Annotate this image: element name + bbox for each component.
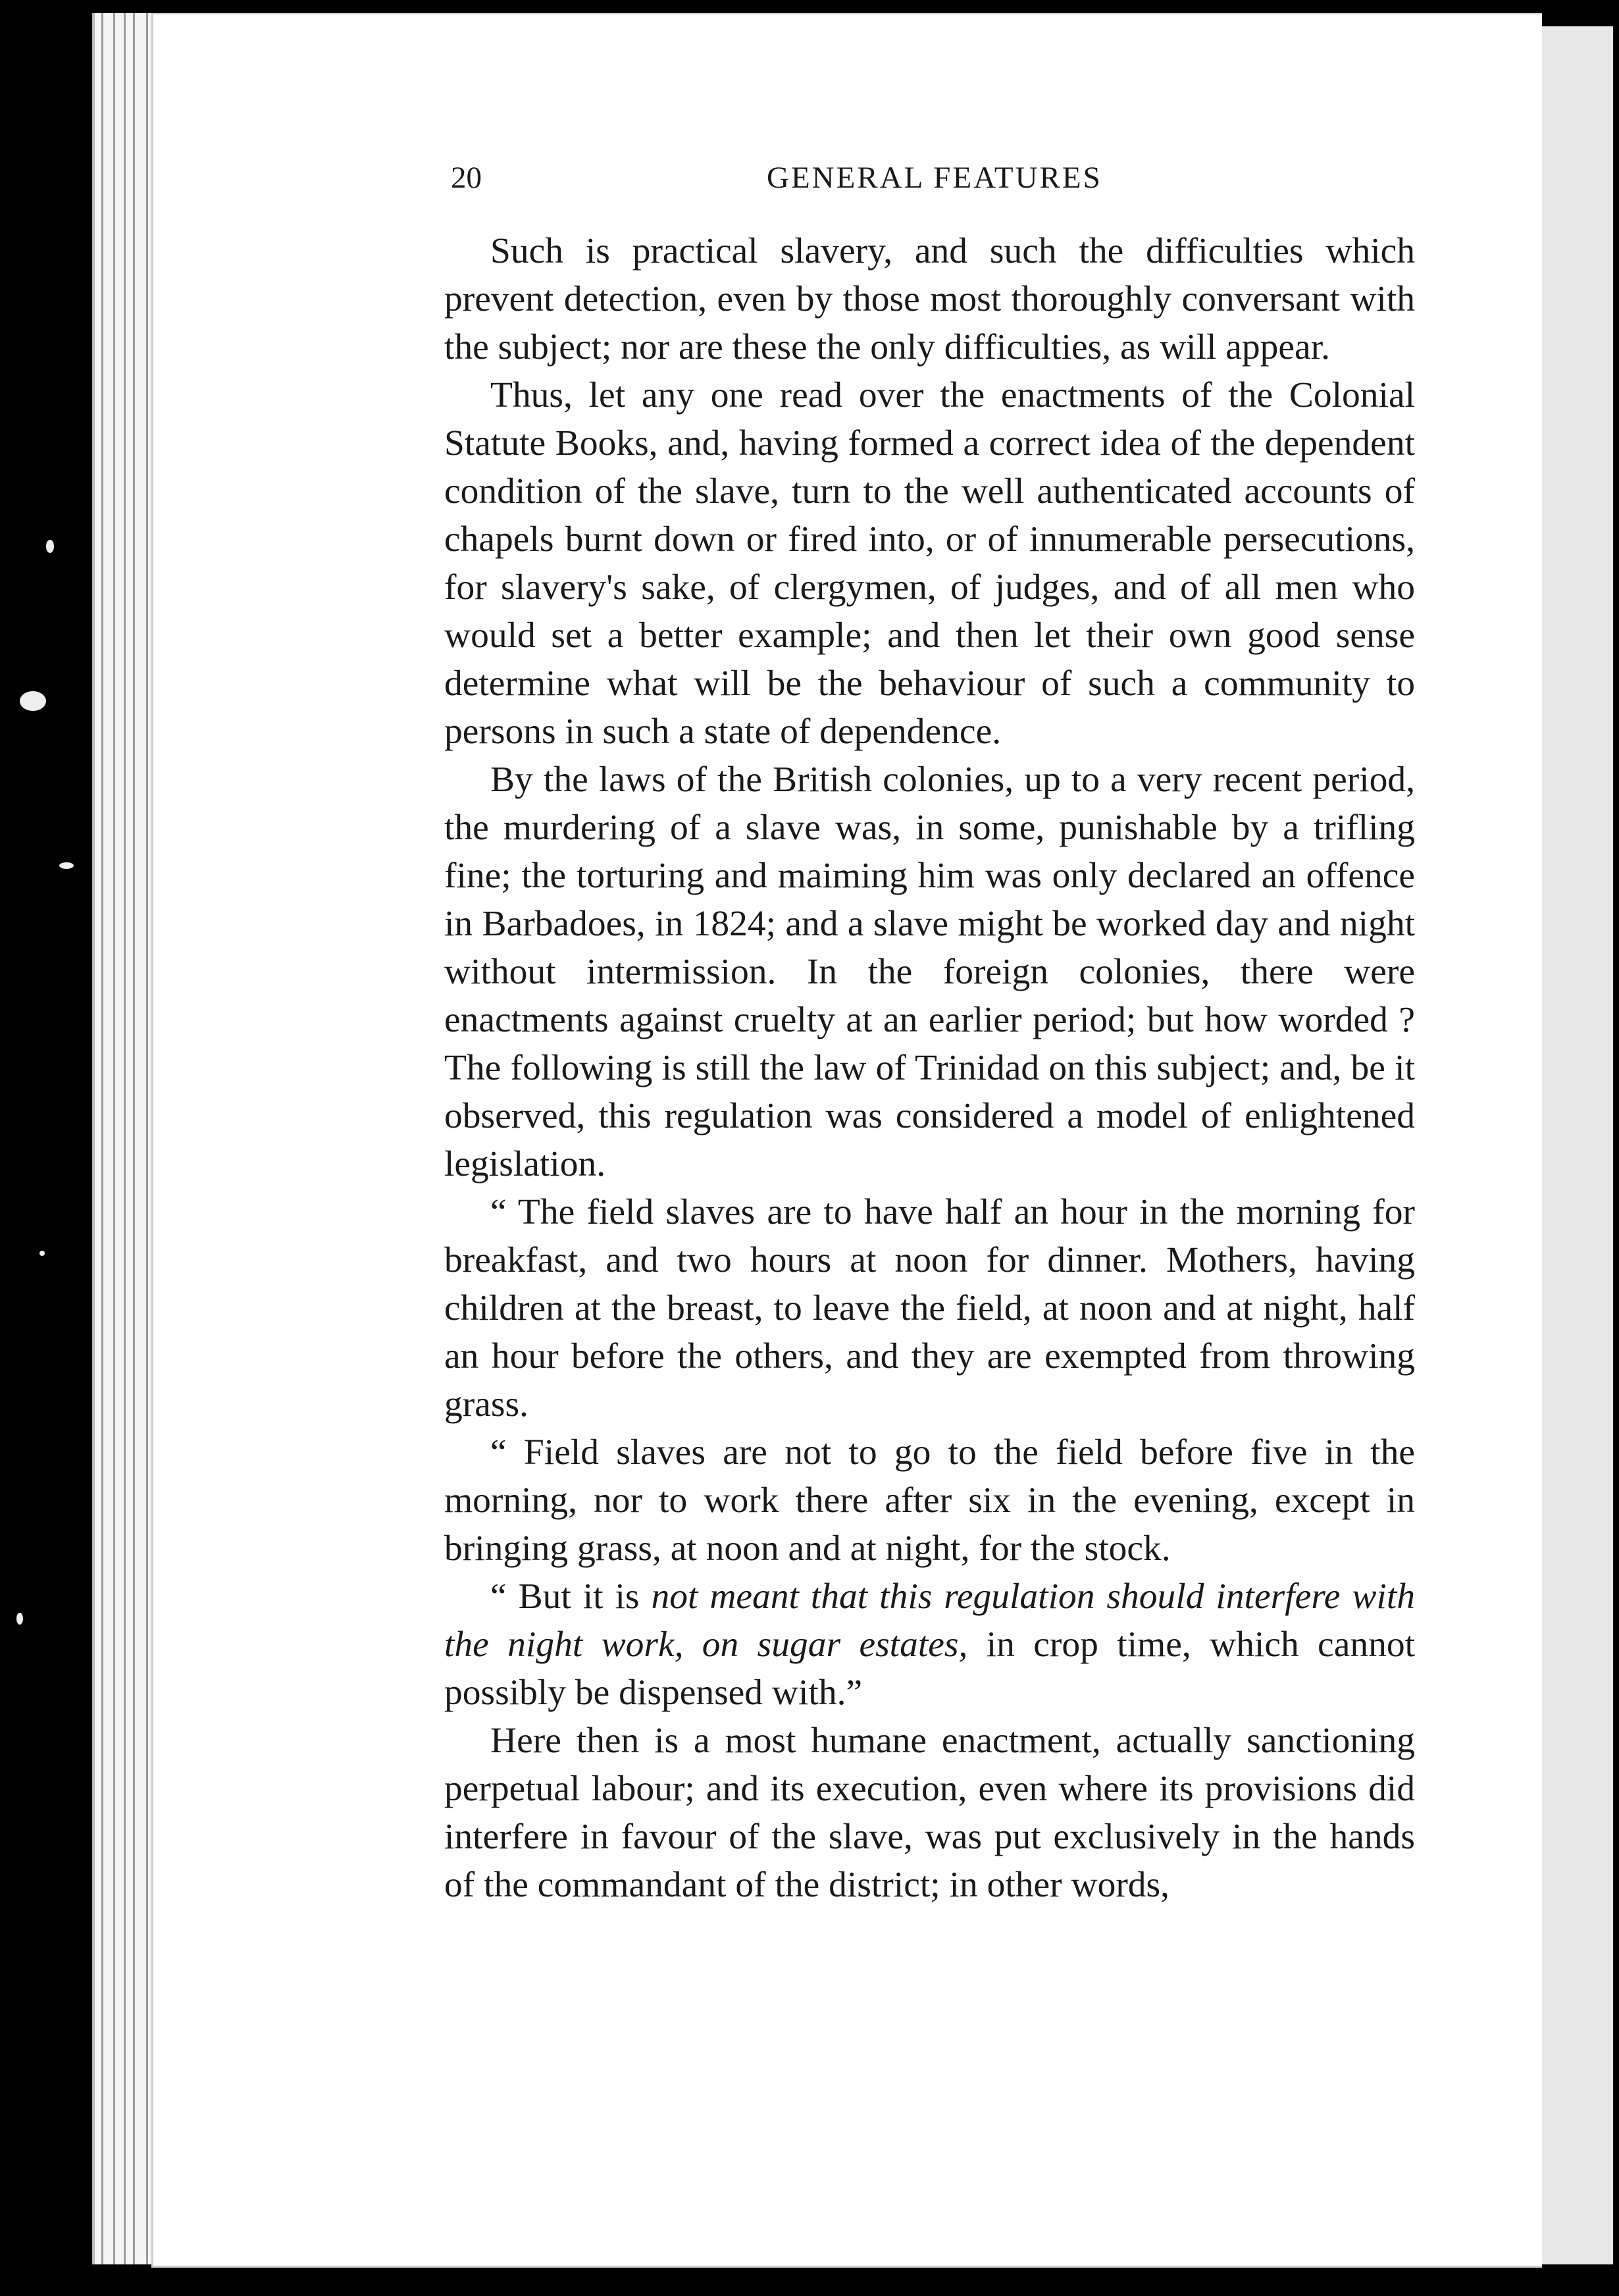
quote-tail: in crop time, which cannot possibly be dispensed with.” — [444, 1625, 1415, 1713]
page-number: 20 — [451, 161, 482, 195]
paragraph: By the laws of the British colonies, up to a very recent period, the murdering of a slave was, in some, punishable by a trifling fine; the torturing and maiming him was only declared an offence in Barbadoes, in 1824; and a slave might be worked day and night without intermission. In the foreign colonies, there were enactments against cruelty at an earlier period; but how worded ? The following is still the law of Trinidad on this subject; and, be it observed, this regulation was considered a model of enlightened legislation. — [444, 760, 1415, 1184]
paragraph: Thus, let any one read over the enactments of the Colonial Statute Books, and, having formed a correct idea of the dependent condition of the slave, turn to the well authenticated accounts of chapels burnt down or fired into, or of innumerable persecutions, for slavery's sake, of clergymen, of judges, and of all men who would set a better example; and then let their own good sense determine what will be the behaviour of such a community to persons in such a state of dependence. — [444, 375, 1415, 752]
adjacent-page-edge — [1537, 26, 1613, 2264]
scan-speck — [46, 540, 54, 553]
quoted-paragraph: “ Field slaves are not to go to the field before five in the morning, nor to work there after six in the evening, except in bringing grass, at noon and at night, for the stock. — [444, 1432, 1415, 1569]
scan-speck — [20, 691, 46, 711]
quote-lead: “ But it is — [490, 1577, 652, 1617]
running-head: GENERAL FEATURES — [767, 161, 1102, 195]
quoted-paragraph — [444, 1573, 1415, 1717]
paragraph: Such is practical slavery, and such the difficulties which prevent detection, even by those most thoroughly conversant with the subject; nor are these the only difficulties, as will appear. — [444, 231, 1415, 367]
scan-speck — [59, 862, 74, 869]
scan-speck — [39, 1251, 45, 1256]
paragraph: Here then is a most humane enactment, actually sanctioning perpetual labour; and its execution, even where its provisions did interfere in favour of the slave, was put exclusively in the hands of the commandant of the district; in other words, — [444, 1721, 1415, 1905]
quote-italic: not meant that this regulation should interfere with the night work, on sugar estates, — [444, 1577, 1415, 1665]
scan-speck — [16, 1613, 23, 1625]
body-text — [444, 227, 1415, 1909]
page-header — [451, 160, 1412, 206]
quoted-paragraph: “ The field slaves are to have half an hour in the morning for breakfast, and two hours at noon for dinner. Mothers, having children at the breast, to leave the field, at noon and at night, half an hour before the others, and they are exempted from throwing grass. — [444, 1192, 1415, 1424]
